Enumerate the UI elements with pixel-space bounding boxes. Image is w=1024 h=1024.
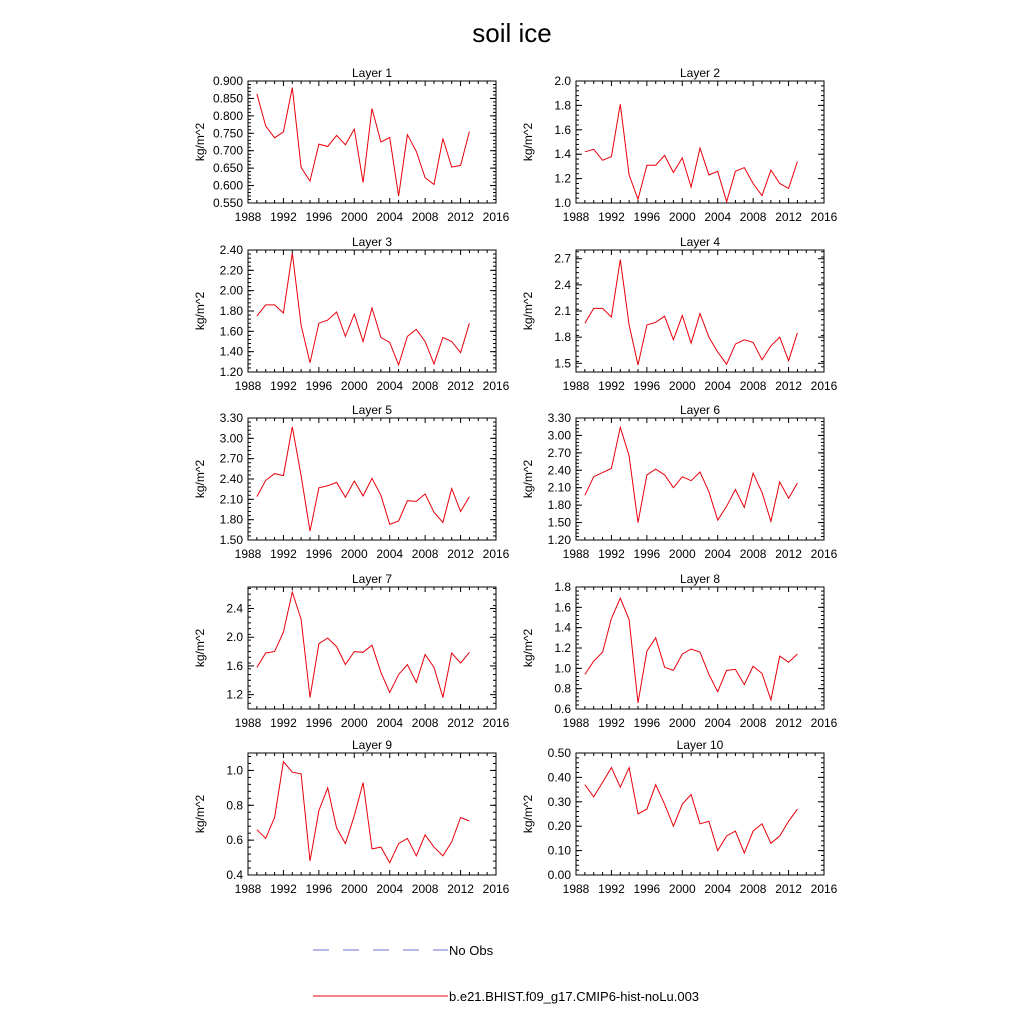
x-tick-label: 2000 <box>340 882 368 896</box>
x-tick-label: 1996 <box>305 716 333 730</box>
series-line <box>585 104 798 202</box>
plot-frame <box>248 250 496 372</box>
y-tick-label: 0.4 <box>226 868 243 882</box>
x-tick-label: 2008 <box>411 882 439 896</box>
y-tick-label: 0.6 <box>226 833 243 848</box>
series-line <box>585 260 798 365</box>
x-tick-label: 1992 <box>270 210 297 224</box>
y-tick-label: 0.800 <box>212 108 243 123</box>
y-tick-label: 1.8 <box>554 580 571 594</box>
figure-title: soil ice <box>472 18 552 48</box>
plot-frame <box>576 418 824 540</box>
y-tick-label: 1.6 <box>226 658 243 673</box>
panel-layer-4 <box>521 235 838 393</box>
x-tick-label: 1988 <box>234 379 262 393</box>
x-tick-label: 1996 <box>633 882 661 896</box>
x-tick-label: 2008 <box>411 379 439 393</box>
plot-frame <box>248 81 496 203</box>
x-tick-label: 2012 <box>775 547 802 561</box>
x-tick-label: 2012 <box>447 210 474 224</box>
y-axis-label: kg/m^2 <box>521 291 535 331</box>
y-tick-label: 0.8 <box>226 798 243 813</box>
y-tick-label: 0.8 <box>554 681 571 696</box>
x-tick-label: 2004 <box>376 716 404 730</box>
x-tick-label: 1988 <box>234 547 262 561</box>
y-tick-label: 1.50 <box>219 533 243 547</box>
y-axis-label: kg/m^2 <box>193 122 207 162</box>
x-tick-label: 1996 <box>633 210 661 224</box>
x-tick-label: 2016 <box>810 547 838 561</box>
y-tick-label: 2.20 <box>219 263 243 278</box>
x-tick-label: 1992 <box>270 379 297 393</box>
y-tick-label: 1.8 <box>554 330 571 345</box>
x-tick-label: 2016 <box>482 210 510 224</box>
x-tick-label: 2004 <box>704 210 732 224</box>
y-tick-label: 2.70 <box>219 451 243 466</box>
panel-title: Layer 5 <box>351 403 393 417</box>
x-tick-label: 2004 <box>704 547 732 561</box>
panel-title: Layer 6 <box>679 403 721 417</box>
y-tick-label: 1.60 <box>219 324 243 339</box>
x-tick-label: 2004 <box>376 882 404 896</box>
y-tick-label: 2.0 <box>554 74 571 88</box>
x-tick-label: 2016 <box>810 379 838 393</box>
y-tick-label: 3.00 <box>219 431 243 446</box>
y-axis-label: kg/m^2 <box>521 794 535 834</box>
x-tick-label: 1996 <box>305 882 333 896</box>
x-tick-label: 2008 <box>411 716 439 730</box>
y-tick-label: 2.70 <box>547 445 571 460</box>
x-tick-label: 2004 <box>376 210 404 224</box>
y-tick-label: 1.20 <box>547 533 571 547</box>
panels <box>193 66 838 896</box>
panel-title: Layer 3 <box>351 235 393 249</box>
x-tick-label: 1992 <box>598 716 625 730</box>
y-tick-label: 1.4 <box>554 147 571 162</box>
x-tick-label: 2000 <box>340 379 368 393</box>
series-line <box>585 427 798 522</box>
y-tick-label: 0.30 <box>547 794 571 809</box>
panel-title: Layer 9 <box>351 738 393 752</box>
legend-label-no-obs: No Obs <box>449 943 494 958</box>
panel-layer-8 <box>521 572 838 730</box>
x-tick-label: 2016 <box>810 716 838 730</box>
x-tick-label: 2016 <box>810 210 838 224</box>
x-tick-label: 2000 <box>668 210 696 224</box>
x-tick-label: 2012 <box>775 210 802 224</box>
y-tick-label: 2.4 <box>226 601 243 616</box>
x-tick-label: 2016 <box>482 716 510 730</box>
y-tick-label: 1.2 <box>226 687 243 702</box>
y-tick-label: 1.0 <box>554 661 571 676</box>
y-tick-label: 3.30 <box>547 411 571 425</box>
series-line <box>257 592 470 698</box>
y-tick-label: 0.50 <box>547 746 571 760</box>
plot-frame <box>248 587 496 709</box>
x-tick-label: 1996 <box>305 210 333 224</box>
x-tick-label: 1992 <box>598 379 625 393</box>
y-tick-label: 1.0 <box>226 763 243 778</box>
y-axis-label: kg/m^2 <box>521 122 535 162</box>
y-tick-label: 0.6 <box>554 702 571 716</box>
x-tick-label: 1996 <box>633 379 661 393</box>
x-tick-label: 1996 <box>305 547 333 561</box>
x-tick-label: 2004 <box>376 547 404 561</box>
y-tick-label: 1.5 <box>554 356 571 371</box>
x-tick-label: 2012 <box>447 547 474 561</box>
panel-title: Layer 7 <box>351 572 393 586</box>
y-tick-label: 0.850 <box>212 91 243 106</box>
y-axis-label: kg/m^2 <box>521 459 535 499</box>
y-tick-label: 2.00 <box>219 283 243 298</box>
x-tick-label: 1988 <box>234 716 262 730</box>
panel-title: Layer 4 <box>679 235 721 249</box>
x-tick-label: 2016 <box>810 882 838 896</box>
x-tick-label: 2016 <box>482 547 510 561</box>
y-tick-label: 1.80 <box>219 512 243 527</box>
x-tick-label: 2008 <box>739 210 767 224</box>
panel-layer-1 <box>193 66 510 224</box>
y-tick-label: 1.2 <box>554 641 571 655</box>
y-tick-label: 2.7 <box>554 251 571 266</box>
x-tick-label: 2000 <box>340 716 368 730</box>
x-tick-label: 2004 <box>704 882 732 896</box>
y-axis-label: kg/m^2 <box>193 794 207 834</box>
y-axis-label: kg/m^2 <box>521 628 535 668</box>
x-tick-label: 2008 <box>739 547 767 561</box>
y-tick-label: 1.40 <box>219 344 243 359</box>
y-tick-label: 0.650 <box>212 161 243 176</box>
series-line <box>257 427 470 531</box>
x-tick-label: 2008 <box>739 379 767 393</box>
x-tick-label: 1996 <box>305 379 333 393</box>
legend <box>313 943 699 1004</box>
legend-label-model: b.e21.BHIST.f09_g17.CMIP6-hist-noLu.003 <box>449 989 700 1004</box>
y-tick-label: 1.8 <box>554 98 571 113</box>
panel-title: Layer 1 <box>351 66 393 80</box>
x-tick-label: 1996 <box>633 716 661 730</box>
y-tick-label: 2.40 <box>219 472 243 486</box>
x-tick-label: 2012 <box>447 882 474 896</box>
x-tick-label: 1996 <box>633 547 661 561</box>
series-line <box>257 88 470 196</box>
series-line <box>585 598 798 703</box>
panel-layer-5 <box>193 403 510 561</box>
x-tick-label: 1988 <box>234 210 262 224</box>
y-tick-label: 0.10 <box>547 843 571 858</box>
x-tick-label: 1992 <box>598 882 625 896</box>
plot-frame <box>576 81 824 203</box>
x-tick-label: 2012 <box>775 882 802 896</box>
y-tick-label: 2.0 <box>226 630 243 645</box>
x-tick-label: 2000 <box>668 547 696 561</box>
y-tick-label: 1.2 <box>554 171 571 186</box>
y-tick-label: 1.0 <box>554 196 571 210</box>
panel-layer-9 <box>193 738 510 896</box>
y-tick-label: 0.40 <box>547 770 571 785</box>
y-tick-label: 1.6 <box>554 122 571 137</box>
y-axis-label: kg/m^2 <box>193 628 207 668</box>
panel-title: Layer 10 <box>676 738 724 752</box>
y-tick-label: 1.4 <box>554 620 571 635</box>
panel-title: Layer 2 <box>679 66 721 80</box>
y-axis-label: kg/m^2 <box>193 291 207 331</box>
x-tick-label: 1992 <box>270 882 297 896</box>
y-tick-label: 0.700 <box>212 143 243 158</box>
x-tick-label: 2004 <box>704 716 732 730</box>
y-tick-label: 0.750 <box>212 126 243 141</box>
panel-title: Layer 8 <box>679 572 721 586</box>
x-tick-label: 2000 <box>668 716 696 730</box>
x-tick-label: 1992 <box>598 547 625 561</box>
x-tick-label: 2012 <box>447 716 474 730</box>
x-tick-label: 1988 <box>562 210 590 224</box>
y-tick-label: 2.40 <box>547 463 571 478</box>
panel-layer-6 <box>521 403 838 561</box>
x-tick-label: 2000 <box>668 379 696 393</box>
x-tick-label: 2008 <box>411 210 439 224</box>
x-tick-label: 2008 <box>411 547 439 561</box>
x-tick-label: 2012 <box>447 379 474 393</box>
x-tick-label: 2008 <box>739 716 767 730</box>
y-tick-label: 2.4 <box>554 277 571 292</box>
y-tick-label: 0.900 <box>212 74 243 88</box>
panel-layer-3 <box>193 235 510 393</box>
x-tick-label: 2000 <box>668 882 696 896</box>
series-line <box>585 768 798 853</box>
x-tick-label: 1988 <box>562 547 590 561</box>
y-tick-label: 0.00 <box>547 868 571 882</box>
y-tick-label: 2.10 <box>219 492 243 507</box>
plot-frame <box>576 250 824 372</box>
y-axis-label: kg/m^2 <box>193 459 207 499</box>
panel-layer-2 <box>521 66 838 224</box>
y-tick-label: 0.20 <box>547 819 571 834</box>
panel-layer-10 <box>521 738 838 896</box>
y-tick-label: 1.50 <box>547 515 571 530</box>
x-tick-label: 2016 <box>482 882 510 896</box>
x-tick-label: 2016 <box>482 379 510 393</box>
y-tick-label: 0.600 <box>212 178 243 193</box>
y-tick-label: 3.00 <box>547 428 571 443</box>
x-tick-label: 1992 <box>598 210 625 224</box>
series-line <box>257 253 470 365</box>
x-tick-label: 1988 <box>562 716 590 730</box>
y-tick-label: 1.20 <box>219 365 243 379</box>
x-tick-label: 2012 <box>775 379 802 393</box>
x-tick-label: 1988 <box>234 882 262 896</box>
x-tick-label: 2000 <box>340 547 368 561</box>
y-tick-label: 0.550 <box>212 196 243 210</box>
x-tick-label: 2000 <box>340 210 368 224</box>
x-tick-label: 1988 <box>562 379 590 393</box>
x-tick-label: 2012 <box>775 716 802 730</box>
y-tick-label: 2.40 <box>219 243 243 257</box>
y-tick-label: 1.6 <box>554 600 571 615</box>
y-tick-label: 2.1 <box>554 304 571 318</box>
x-tick-label: 2008 <box>739 882 767 896</box>
x-tick-label: 2004 <box>704 379 732 393</box>
x-tick-label: 2004 <box>376 379 404 393</box>
x-tick-label: 1992 <box>270 547 297 561</box>
y-tick-label: 2.10 <box>547 480 571 495</box>
x-tick-label: 1988 <box>562 882 590 896</box>
plot-frame <box>248 753 496 875</box>
series-line <box>257 762 470 863</box>
panel-layer-7 <box>193 572 510 730</box>
y-tick-label: 3.30 <box>219 411 243 425</box>
plot-frame <box>576 587 824 709</box>
y-tick-label: 1.80 <box>547 498 571 513</box>
x-tick-label: 1992 <box>270 716 297 730</box>
y-tick-label: 1.80 <box>219 304 243 318</box>
